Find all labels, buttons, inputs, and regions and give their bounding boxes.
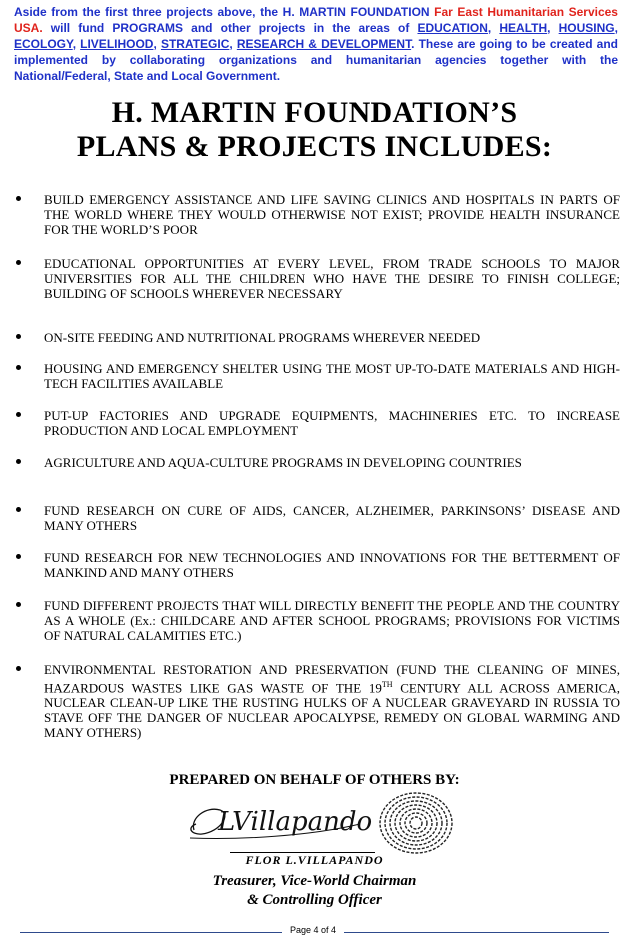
bullet-icon <box>16 666 21 671</box>
bullet-icon <box>16 459 21 464</box>
list-item-text: ON-SITE FEEDING AND NUTRITIONAL PROGRAMS WHEREVER NEEDED <box>44 330 481 345</box>
intro-text-1: Aside from the first three projects above, the H. MARTIN FOUNDATION <box>14 5 435 19</box>
area-ecology: ECOLOGY <box>14 37 73 51</box>
signer-role-line-1: Treasurer, Vice-World Chairman <box>212 873 417 889</box>
footer-rule-right <box>344 932 609 933</box>
title-line-1: H. MARTIN FOUNDATION’S <box>111 96 518 129</box>
fingerprint-mark <box>376 790 456 856</box>
area-education: EDUCATION <box>417 21 488 35</box>
signature-script: LVillapando <box>218 807 373 837</box>
intro-organization-name: Far East Humanitarian Services USA. <box>14 5 618 35</box>
env-text-2: CENTURY ALL ACROSS AMERICA, NUCLEAR CLEAN-UP LIKE THE RUSTING HULKS OF A NUCLEAR GRAVEYARD IN RUSSIA TO STAVE OFF THE DANGER OF NUCLEAR APOCALYPSE, REMEDY ON GLOBAL WARMING AND MANY OTHERS) <box>44 680 620 741</box>
list-item-text: FUND DIFFERENT PROJECTS THAT WILL DIRECTLY BENEFIT THE PEOPLE AND THE COUNTRY AS A WHOLE (Ex.: CHILDCARE AND AFTER SCHOOL PROGRAMS; PROVISIONS FOR VICTIMS OF NATURAL CALAMITIES ETC.) <box>44 598 620 643</box>
area-strategic: STRATEGIC <box>160 37 230 51</box>
footer-rule-left <box>20 932 282 933</box>
list-item-text <box>44 662 620 740</box>
intro-text-3: . These are going to be created and implemented by collaborating organizations and humanitarian agencies together with the National/Federal, State and Local Government. <box>14 37 618 83</box>
list-item-text: PUT-UP FACTORIES AND UPGRADE EQUIPMENTS, MACHINERIES ETC. TO INCREASE PRODUCTION AND LOCAL EMPLOYMENT <box>44 408 620 438</box>
list-item-text: EDUCATIONAL OPPORTUNITIES AT EVERY LEVEL, FROM TRADE SCHOOLS TO MAJOR UNIVERSITIES FOR ALL THE CHILDREN WHO HAVE THE DESIRE TO FINISH COLLEGE; BUILDING OF SCHOOLS WHEREVER NECESSARY <box>44 256 620 301</box>
area-housing: HOUSING <box>558 21 615 35</box>
area-livelihood: LIVELIHOOD <box>80 37 154 51</box>
bullet-icon <box>16 196 21 201</box>
prepared-by-heading: PREPARED ON BEHALF OF OTHERS BY: <box>169 772 460 788</box>
title-line-2: PLANS & PROJECTS INCLUDES: <box>76 130 553 163</box>
signer-name: FLOR L.VILLAPANDO <box>245 853 384 867</box>
intro-text-2: will fund PROGRAMS and other projects in the areas of <box>42 21 418 35</box>
list-item-text: HOUSING AND EMERGENCY SHELTER USING THE MOST UP-TO-DATE MATERIALS AND HIGH-TECH FACILITIES AVAILABLE <box>44 361 620 391</box>
list-item-text: BUILD EMERGENCY ASSISTANCE AND LIFE SAVING CLINICS AND HOSPITALS IN PARTS OF THE WORLD WHERE THEY WOULD OTHERWISE NOT EXIST; PROVIDE HEALTH INSURANCE FOR THE WORLD’S POOR <box>44 192 620 237</box>
area-research-development: RESEARCH & DEVELOPMENT <box>236 37 412 51</box>
page-number: Page 4 of 4 <box>289 925 337 935</box>
list-item-text: AGRICULTURE AND AQUA-CULTURE PROGRAMS IN DEVELOPING COUNTRIES <box>44 455 522 470</box>
bullet-icon <box>16 334 21 339</box>
page-title <box>0 96 629 164</box>
bullet-icon <box>16 260 21 265</box>
intro-paragraph: Aside from the first three projects above, the H. MARTIN FOUNDATION Far East Humanitarian Services USA. will fund PROGRAMS and other projects in the areas of EDUCATION, HEALTH, HOUSING, ECOLOGY, LIVELIHOOD, STRATEGIC, RESEARCH & DEVELOPMENT. These are going to be created and implemented by collaborating organizations and humanitarian agencies together with the National/Federal, State and Local Government. <box>14 5 618 83</box>
bullet-icon <box>16 365 21 370</box>
bullet-icon <box>16 507 21 512</box>
list-item-text: FUND RESEARCH FOR NEW TECHNOLOGIES AND INNOVATIONS FOR THE BETTERMENT OF MANKIND AND MANY OTHERS <box>44 550 620 580</box>
bullet-icon <box>16 554 21 559</box>
list-item-text: FUND RESEARCH ON CURE OF AIDS, CANCER, ALZHEIMER, PARKINSONS’ DISEASE AND MANY OTHERS <box>44 503 620 533</box>
superscript-th: TH <box>381 680 393 689</box>
signer-role-line-2: & Controlling Officer <box>247 892 382 908</box>
area-health: HEALTH <box>499 21 548 35</box>
bullet-icon <box>16 602 21 607</box>
handwritten-signature <box>180 790 380 850</box>
bullet-icon <box>16 412 21 417</box>
env-text-1: ENVIRONMENTAL RESTORATION AND PRESERVATION (FUND THE CLEANING OF MINES, HAZARDOUS WASTES LIKE GAS WASTE OF THE 19 <box>44 662 620 696</box>
